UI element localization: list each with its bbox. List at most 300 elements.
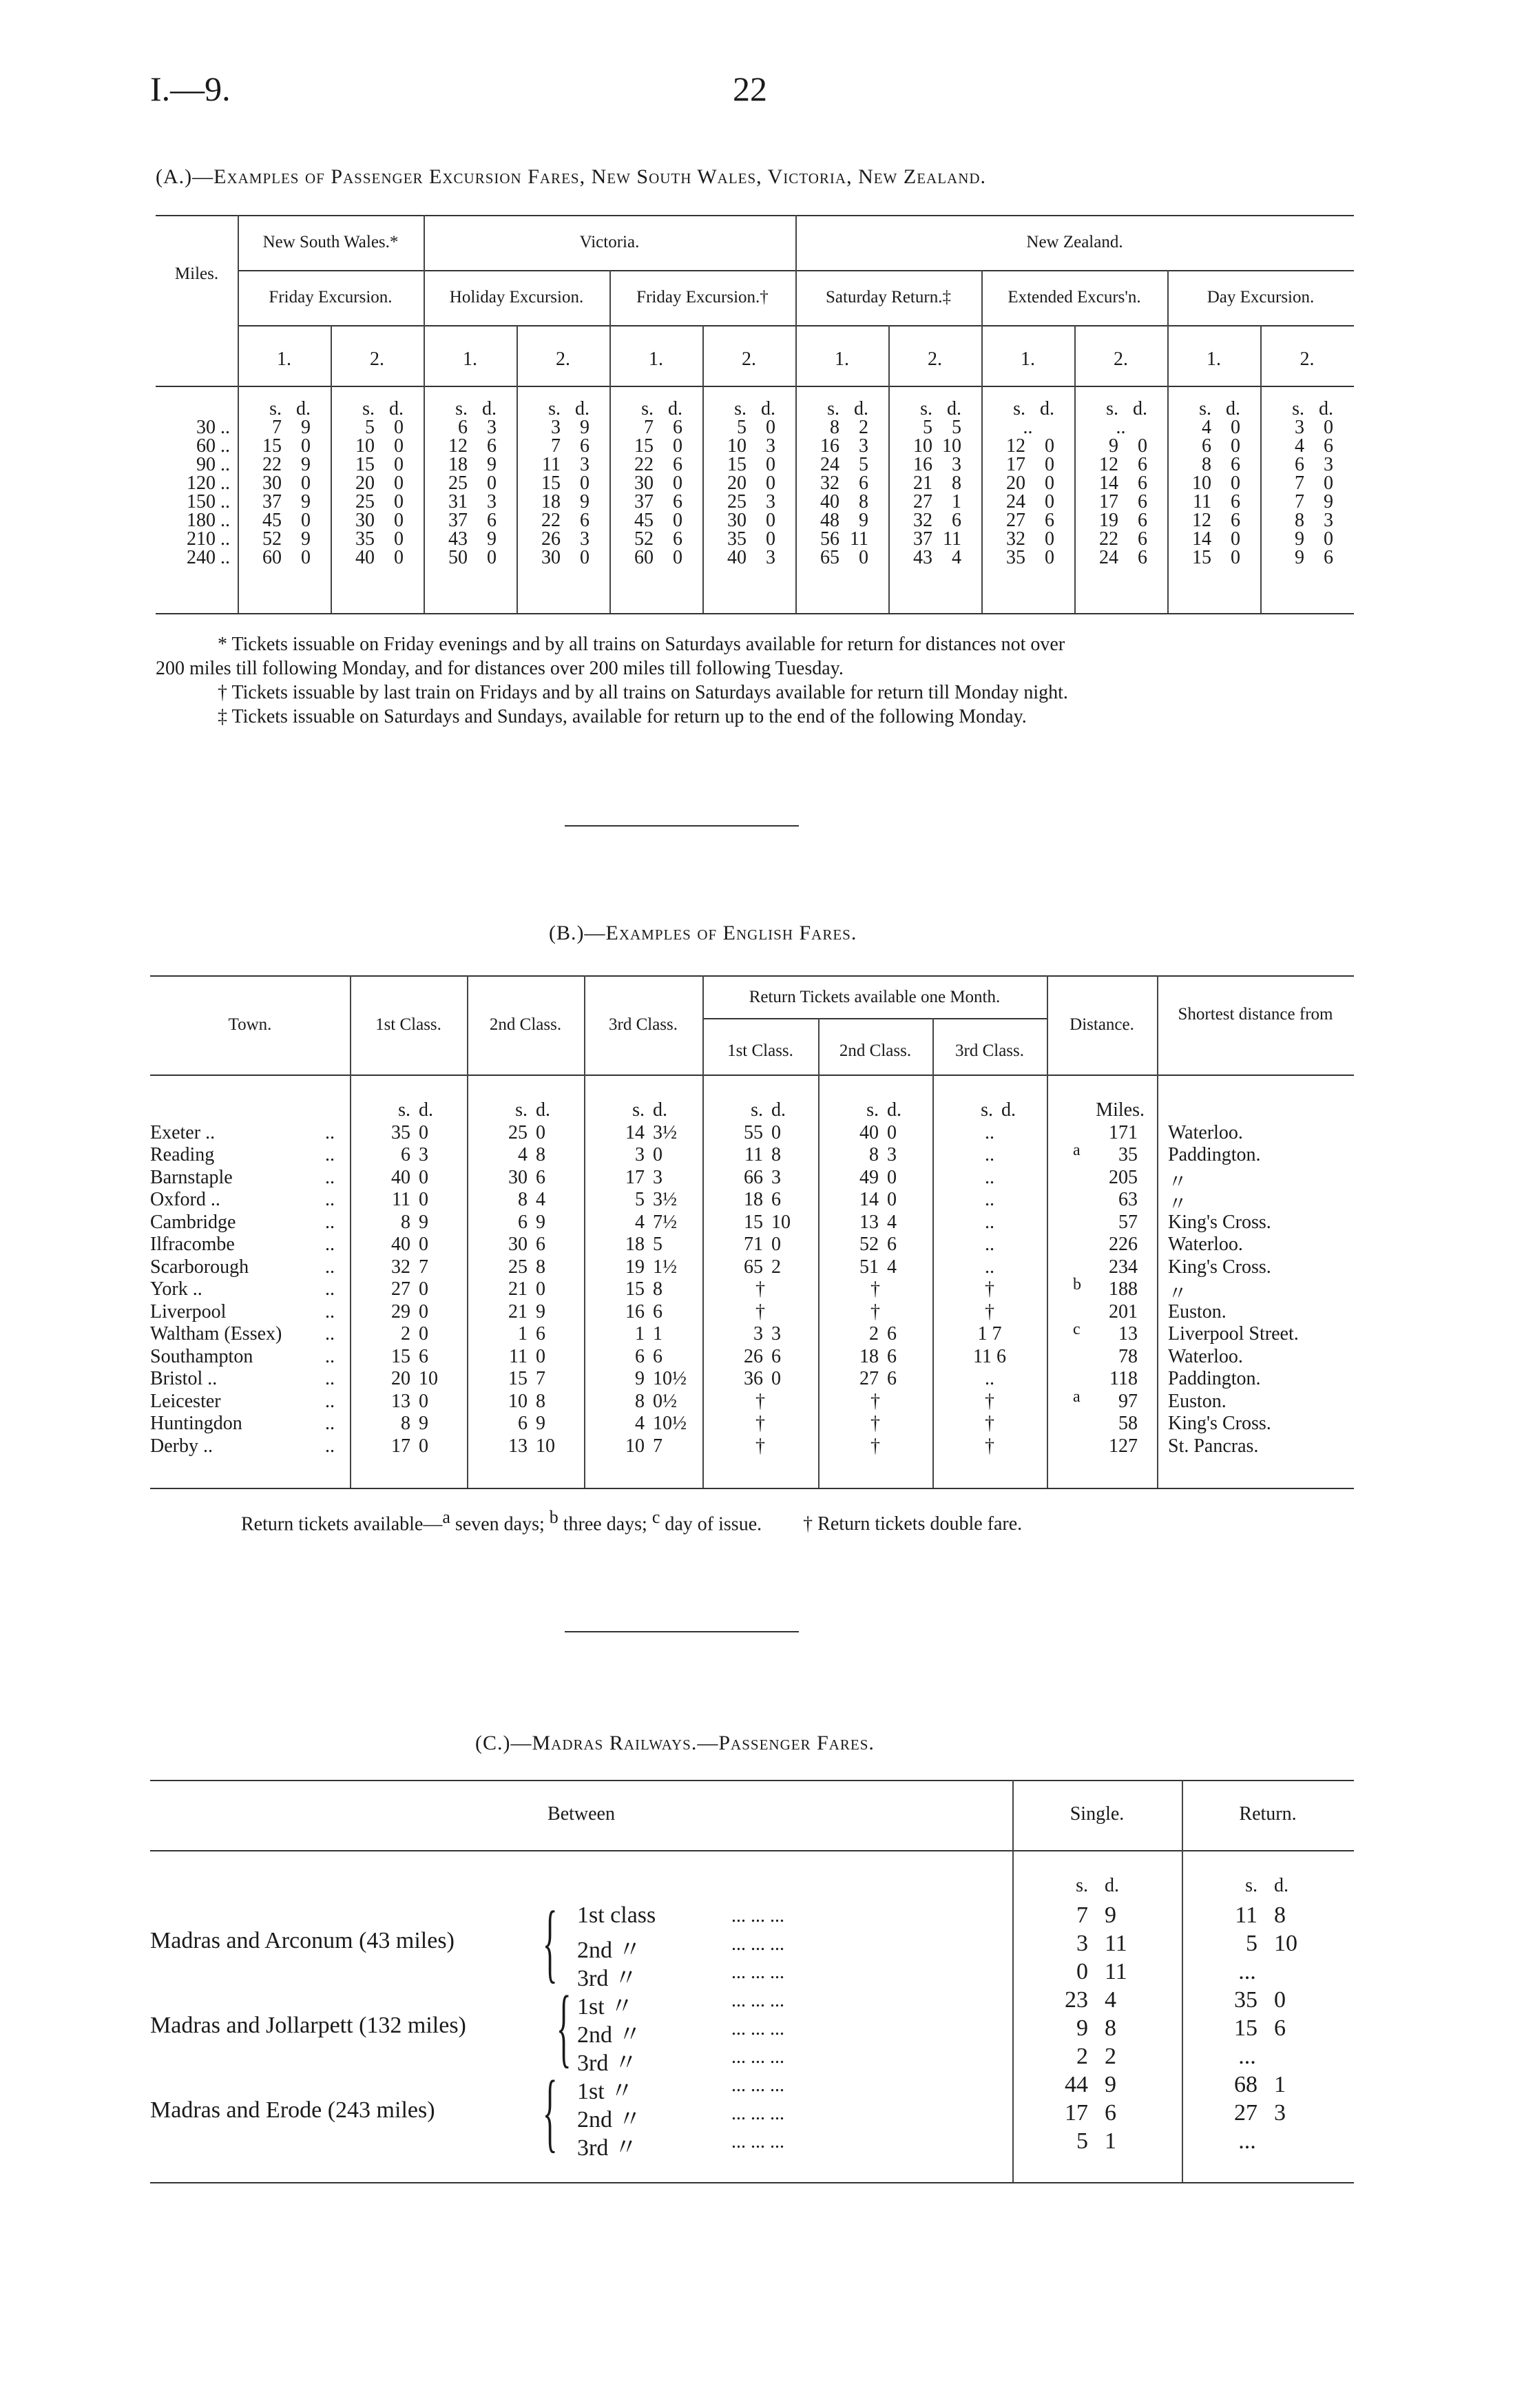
table-b-fare-pence: 6 — [887, 1346, 897, 1367]
table-a-fare-shillings: 12 — [1006, 435, 1025, 457]
table-b-fare-shillings: 6 — [635, 1346, 645, 1367]
table-b-distance-cell: 234 — [1109, 1256, 1138, 1278]
table-b-fare-pence: 7 — [536, 1368, 545, 1389]
table-b-fare-cell: 1 7 — [977, 1323, 1002, 1345]
table-b-fare-cell: † — [985, 1413, 994, 1434]
table-a-fare-pence: 6 — [1324, 435, 1333, 457]
table-a-subgroup-header: Day Excursion. — [1207, 288, 1315, 307]
table-b-fare-shillings: 10 — [508, 1391, 528, 1412]
table-a-miles-cell: 30 .. — [196, 417, 230, 438]
table-b-from-cell: Paddington. — [1168, 1368, 1261, 1389]
table-a-class-label: 1. — [835, 349, 849, 370]
table-b-fare-shillings: 18 — [744, 1189, 763, 1210]
table-b-fare-shillings: 2 — [401, 1323, 410, 1345]
table-b-fare-pence: 3 — [887, 1144, 897, 1165]
table-b-fare-cell: .. — [985, 1189, 994, 1210]
table-c-single-pence: 11 — [1105, 1931, 1127, 1956]
table-a-fare-shillings: 32 — [1006, 528, 1025, 550]
table-a-fare-pence: 2 — [859, 417, 868, 438]
table-a-fare-shillings: 15 — [634, 435, 654, 457]
table-b-fare-shillings: 40 — [391, 1167, 410, 1188]
table-b-leader-dots: .. — [325, 1323, 335, 1345]
table-b-fare-cell: † — [985, 1391, 994, 1412]
table-b-distance-cell: 58 — [1118, 1413, 1138, 1434]
table-a-fare-pence: 3 — [580, 454, 589, 475]
table-a-fare-pence: 0 — [487, 473, 497, 494]
table-a-fare-shillings: 22 — [541, 510, 561, 531]
table-a-fare-shillings: 12 — [1099, 454, 1118, 475]
table-b-fare-pence: 4 — [887, 1256, 897, 1278]
table-a-fare-pence: 11 — [943, 528, 961, 550]
table-b-fare-shillings: 27 — [859, 1368, 879, 1389]
table-b-fare-cell: .. — [985, 1122, 994, 1143]
table-b-unit-s: s. — [398, 1099, 410, 1121]
table-b-fare-pence: 3 — [653, 1167, 662, 1188]
table-a-fare-shillings: 18 — [448, 454, 468, 475]
table-c-return-pence: 3 — [1274, 2100, 1286, 2126]
table-c-single-shillings: 2 — [1076, 2044, 1088, 2069]
table-a-fare-shillings: 6 — [1295, 454, 1304, 475]
table-b-fare-cell: † — [870, 1435, 880, 1457]
page-number: 22 — [733, 70, 767, 108]
table-c-single-shillings: 23 — [1065, 1987, 1088, 2013]
table-b-fare-pence: 1½ — [653, 1256, 677, 1278]
table-a-subgroup-header: Holiday Excursion. — [449, 288, 584, 307]
table-a-fare-pence: 6 — [487, 435, 497, 457]
table-b-fare-pence: 0 — [419, 1122, 428, 1143]
table-b-fare-shillings: 5 — [635, 1189, 645, 1210]
table-a-class-label: 1. — [277, 349, 291, 370]
table-b-unit-s: s. — [632, 1099, 645, 1121]
table-a-fare-pence: 9 — [487, 528, 497, 550]
table-b-fare-shillings: 51 — [859, 1256, 879, 1278]
table-a-fare-pence: 0 — [394, 491, 404, 512]
table-a-fare-pence: 6 — [580, 510, 589, 531]
table-b-fare-shillings: 29 — [391, 1301, 410, 1322]
table-b-fare-pence: 3 — [771, 1323, 781, 1345]
table-a-fare-shillings: 7 — [551, 435, 561, 457]
table-b-fare-shillings: 3 — [635, 1144, 645, 1165]
table-b-from-cell: Paddington. — [1168, 1144, 1261, 1165]
table-a-fare-pence: 6 — [1231, 454, 1240, 475]
table-a-fare-pence: 8 — [859, 491, 868, 512]
table-b-rule-return-group — [702, 1018, 1047, 1019]
table-b-fare-shillings: 32 — [391, 1256, 410, 1278]
table-b-fare-cell: .. — [985, 1368, 994, 1389]
table-b-unit-s: s. — [981, 1099, 993, 1121]
table-a-unit-d: d. — [1040, 398, 1054, 419]
table-b-from-cell: Waterloo. — [1168, 1346, 1243, 1367]
table-a-unit-s: s. — [734, 398, 747, 419]
table-a-unit-d: d. — [1133, 398, 1147, 419]
table-c-leader-dots: ... ... ... — [731, 1905, 784, 1927]
table-a-fare-shillings: 15 — [355, 454, 375, 475]
table-a-fare-pence: 8 — [952, 473, 961, 494]
table-b-fare-pence: 10 — [419, 1368, 438, 1389]
section-divider-2 — [565, 1631, 799, 1632]
table-b-fare-pence: 7 — [653, 1435, 662, 1457]
table-c-brace: { — [543, 1893, 558, 1991]
table-a-miles-cell: 90 .. — [196, 454, 230, 475]
table-a-unit-s: s. — [362, 398, 375, 419]
table-a-fare-shillings: 7 — [1295, 473, 1304, 494]
table-b-fare-shillings: 3 — [753, 1323, 763, 1345]
table-b-leader-dots: .. — [325, 1256, 335, 1278]
table-c-return-pence: 1 — [1274, 2072, 1286, 2097]
table-a-fare-shillings: 24 — [1006, 491, 1025, 512]
table-a-fare-pence: 9 — [580, 417, 589, 438]
table-c-route-label: Madras and Erode (243 miles) — [150, 2097, 435, 2123]
table-b-town-cell: Bristol .. — [150, 1368, 218, 1389]
table-b-fare-pence: 0 — [771, 1234, 781, 1255]
table-b-fare-shillings: 17 — [625, 1167, 645, 1188]
table-b-fare-pence: 0 — [536, 1346, 545, 1367]
table-b-header-shortest: Shortest distance from — [1178, 1005, 1333, 1024]
table-a-fare-pence: 0 — [1231, 435, 1240, 457]
table-b-fare-pence: 3½ — [653, 1189, 677, 1210]
table-a-fare-pence: 0 — [673, 510, 682, 531]
table-b-fare-cell: 11 6 — [973, 1346, 1006, 1367]
table-a-fare-pence: 0 — [673, 435, 682, 457]
table-a-fare-shillings: 7 — [644, 417, 654, 438]
table-b-fare-pence: 7 — [419, 1256, 428, 1278]
table-a-fare-pence: 3 — [487, 491, 497, 512]
table-c-brace: { — [543, 2063, 558, 2161]
table-b-fare-pence: 3 — [419, 1144, 428, 1165]
table-b-unit-s: s. — [515, 1099, 528, 1121]
table-c-single-pence: 9 — [1105, 1902, 1116, 1928]
table-b-distance-mark: b — [1073, 1276, 1081, 1294]
table-c-return-cell: ... — [1238, 1959, 1256, 1984]
table-a-fare-pence: 9 — [1324, 491, 1333, 512]
table-b-distance-cell: 35 — [1118, 1144, 1138, 1165]
table-a-fare-pence: 0 — [394, 435, 404, 457]
table-a-fare-shillings: 11 — [542, 454, 561, 475]
table-a-fare-shillings: 16 — [820, 435, 839, 457]
table-a-fare-shillings: 32 — [820, 473, 839, 494]
table-a-fare-shillings: 37 — [448, 510, 468, 531]
table-a-subgroup-header: Friday Excursion. — [269, 288, 393, 307]
table-b-fare-cell: † — [870, 1301, 880, 1322]
table-a-fare-pence: 0 — [1045, 454, 1054, 475]
table-b-fare-shillings: 25 — [508, 1122, 528, 1143]
table-b-fare-cell: .. — [985, 1234, 994, 1255]
table-a-note-4: ‡ Tickets issuable on Saturdays and Sundays, available for return up to the end of the following Monday. — [218, 706, 1027, 727]
table-b-leader-dots: .. — [325, 1413, 335, 1434]
table-b-fare-pence: 0 — [419, 1323, 428, 1345]
table-a-fare-pence: 9 — [487, 454, 497, 475]
table-c-unit-s: s. — [1076, 1875, 1088, 1896]
table-a-miles-cell: 120 .. — [187, 473, 230, 494]
table-a-fare-shillings: 5 — [737, 417, 747, 438]
table-b-fare-pence: 6 — [653, 1301, 662, 1322]
table-c-class-cell: 3rd 〃 — [577, 1966, 638, 1991]
table-a-fare-shillings: 25 — [355, 491, 375, 512]
table-b-fare-pence: 8 — [653, 1278, 662, 1300]
table-b-distance-cell: 78 — [1118, 1346, 1138, 1367]
table-a-fare-pence: 0 — [766, 528, 775, 550]
table-a-fare-shillings: 5 — [923, 417, 932, 438]
table-b-header-2nd: 2nd Class. — [489, 1015, 562, 1034]
table-a-fare-pence: 0 — [1231, 417, 1240, 438]
table-b-fare-cell: † — [755, 1391, 765, 1412]
table-a-fare-pence: 6 — [1138, 454, 1147, 475]
table-c-class-cell: 2nd 〃 — [577, 2022, 642, 2048]
table-b-title: (B.)—Examples of English Fares. — [549, 922, 857, 944]
table-c-single-shillings: 5 — [1076, 2128, 1088, 2154]
table-a-fare-shillings: 18 — [541, 491, 561, 512]
table-b-fare-pence: 0 — [419, 1234, 428, 1255]
table-a-fare-pence: 0 — [1231, 528, 1240, 550]
table-a-fare-shillings: 16 — [913, 454, 932, 475]
table-a-fare-shillings: 40 — [355, 547, 375, 568]
table-b-fare-shillings: 40 — [859, 1122, 879, 1143]
table-a-class-label: 2. — [742, 349, 756, 370]
table-a-miles-cell: 60 .. — [196, 435, 230, 457]
table-b-town-cell: Scarborough — [150, 1256, 249, 1278]
table-a-fare-shillings: 25 — [727, 491, 747, 512]
table-a-fare-pence: 0 — [394, 528, 404, 550]
table-a-rule-classes — [156, 386, 1354, 387]
table-a-fare-shillings: 4 — [1295, 435, 1304, 457]
table-b-fare-shillings: 52 — [859, 1234, 879, 1255]
table-b-unit-d: d. — [887, 1099, 901, 1121]
table-b-leader-dots: .. — [325, 1301, 335, 1322]
table-b-fare-pence: 6 — [887, 1323, 897, 1345]
table-c-brace: { — [556, 1978, 572, 2076]
table-b-fare-pence: 9 — [536, 1212, 545, 1233]
table-a-class-label: 1. — [649, 349, 663, 370]
table-a-fare-shillings: 8 — [1295, 510, 1304, 531]
table-a-fare-cell: .. — [1116, 417, 1126, 438]
table-a-fare-pence: 3 — [952, 454, 961, 475]
table-b-fare-cell: † — [755, 1278, 765, 1300]
table-c-single-pence: 2 — [1105, 2044, 1116, 2069]
table-c-class-cell: 2nd 〃 — [577, 2107, 642, 2132]
table-b-fare-pence: 0 — [771, 1122, 781, 1143]
table-c-leader-dots: ... ... ... — [731, 2103, 784, 2124]
table-a-fare-shillings: 4 — [1202, 417, 1211, 438]
table-c-unit-s: s. — [1245, 1875, 1258, 1896]
table-b-header-town: Town. — [228, 1015, 272, 1034]
table-b-town-cell: Huntingdon — [150, 1413, 242, 1434]
table-a-unit-s: s. — [1292, 398, 1304, 419]
table-a-unit-d: d. — [482, 398, 497, 419]
table-c-route-label: Madras and Jollarpett (132 miles) — [150, 2013, 466, 2038]
table-a-fare-shillings: 10 — [355, 435, 375, 457]
table-a-fare-pence: 0 — [580, 547, 589, 568]
table-a-fare-pence: 3 — [1324, 510, 1333, 531]
table-b-fare-shillings: 26 — [744, 1346, 763, 1367]
table-b-town-cell: Ilfracombe — [150, 1234, 235, 1255]
table-b-leader-dots: .. — [325, 1212, 335, 1233]
table-c-class-cell: 1st 〃 — [577, 2079, 634, 2104]
table-a-fare-pence: 0 — [394, 417, 404, 438]
table-b-fare-shillings: 15 — [391, 1346, 410, 1367]
table-b-from-cell: 〃 — [1168, 1172, 1188, 1193]
table-b-fare-cell: † — [985, 1301, 994, 1322]
table-a-group-nsw: New South Wales.* — [262, 233, 399, 251]
table-b-fare-cell: † — [870, 1278, 880, 1300]
table-c-leader-dots: ... ... ... — [731, 2018, 784, 2039]
table-a-fare-pence: 6 — [1231, 510, 1240, 531]
table-b-unit-d: d. — [536, 1099, 550, 1121]
table-b-fare-shillings: 25 — [508, 1256, 528, 1278]
table-a-fare-shillings: 5 — [365, 417, 375, 438]
section-divider-1 — [565, 825, 799, 827]
table-b-fare-pence: 4 — [887, 1212, 897, 1233]
table-a-fare-shillings: 17 — [1006, 454, 1025, 475]
table-b-fare-cell: .. — [985, 1212, 994, 1233]
table-c-single-shillings: 7 — [1076, 1902, 1088, 1928]
table-a-fare-shillings: 14 — [1099, 473, 1118, 494]
table-b-fare-shillings: 11 — [744, 1144, 763, 1165]
table-b-town-cell: Reading — [150, 1144, 215, 1165]
table-b-fare-cell: .. — [985, 1144, 994, 1165]
table-a-unit-s: s. — [1106, 398, 1118, 419]
table-b-fare-shillings: 9 — [635, 1368, 645, 1389]
table-a-fare-pence: 9 — [580, 491, 589, 512]
table-b-unit-d: d. — [1001, 1099, 1016, 1121]
table-c-single-pence: 11 — [1105, 1959, 1127, 1984]
table-a-fare-pence: 9 — [859, 510, 868, 531]
table-b-fare-shillings: 20 — [391, 1368, 410, 1389]
table-a-subgroup-header: Friday Excursion.† — [636, 288, 769, 307]
table-a-fare-shillings: 43 — [913, 547, 932, 568]
table-b-distance-mark: a — [1073, 1141, 1081, 1159]
table-a-note-2: 200 miles till following Monday, and for distances over 200 miles till following Tuesday. — [156, 658, 844, 679]
table-b-fare-pence: 6 — [887, 1234, 897, 1255]
table-a-fare-shillings: 10 — [913, 435, 932, 457]
table-c-return-shillings: 5 — [1246, 1931, 1258, 1956]
table-a-fare-shillings: 30 — [262, 473, 282, 494]
table-a-fare-pence: 6 — [1138, 491, 1147, 512]
table-a-fare-cell: .. — [1023, 417, 1033, 438]
table-a-fare-shillings: 15 — [1192, 547, 1211, 568]
table-a-unit-s: s. — [1199, 398, 1211, 419]
table-b-from-cell: Euston. — [1168, 1391, 1227, 1412]
table-b-unit-d: d. — [419, 1099, 433, 1121]
table-a-fare-shillings: 8 — [830, 417, 839, 438]
table-c-return-pence: 0 — [1274, 1987, 1286, 2013]
table-a-fare-shillings: 27 — [1006, 510, 1025, 531]
table-b-leader-dots: .. — [325, 1167, 335, 1188]
table-a-class-label: 1. — [1021, 349, 1035, 370]
table-a-unit-d: d. — [668, 398, 682, 419]
table-a-fare-shillings: 50 — [448, 547, 468, 568]
table-c-title: (C.)—Madras Railways.—Passenger Fares. — [475, 1732, 875, 1754]
table-b-fare-shillings: 8 — [401, 1212, 410, 1233]
table-a-fare-shillings: 22 — [262, 454, 282, 475]
table-a-fare-pence: 0 — [766, 510, 775, 531]
table-a-fare-pence: 0 — [1045, 547, 1054, 568]
table-b-fare-shillings: 18 — [859, 1346, 879, 1367]
table-b-fare-shillings: 15 — [744, 1212, 763, 1233]
table-b-fare-pence: 0 — [419, 1189, 428, 1210]
table-b-fare-pence: 0 — [419, 1391, 428, 1412]
table-b-fare-shillings: 27 — [391, 1278, 410, 1300]
table-b-fare-shillings: 14 — [625, 1122, 645, 1143]
table-b-leader-dots: .. — [325, 1189, 335, 1210]
table-b-fare-pence: 0 — [653, 1144, 662, 1165]
table-a-group-victoria: Victoria. — [579, 233, 640, 251]
table-b-fare-pence: 10 — [771, 1212, 791, 1233]
table-b-fare-shillings: 16 — [625, 1301, 645, 1322]
table-a-fare-shillings: 3 — [551, 417, 561, 438]
table-b-distance-cell: 226 — [1109, 1234, 1138, 1255]
table-a-fare-pence: 6 — [1138, 547, 1147, 568]
table-a-fare-shillings: 20 — [1006, 473, 1025, 494]
table-c-class-cell: 3rd 〃 — [577, 2135, 638, 2161]
table-a-fare-pence: 0 — [394, 547, 404, 568]
table-a-class-label: 2. — [928, 349, 942, 370]
table-b-fare-pence: 5 — [653, 1234, 662, 1255]
table-b-fare-cell: † — [870, 1391, 880, 1412]
table-b-rule-top — [150, 975, 1354, 977]
table-c-single-pence: 9 — [1105, 2072, 1116, 2097]
table-a-fare-pence: 0 — [1324, 417, 1333, 438]
table-b-fare-pence: 8 — [536, 1391, 545, 1412]
table-a-fare-pence: 3 — [859, 435, 868, 457]
table-a-unit-d: d. — [947, 398, 961, 419]
table-c-rule-top — [150, 1780, 1354, 1781]
table-a-fare-pence: 6 — [487, 510, 497, 531]
table-a-unit-s: s. — [1013, 398, 1025, 419]
table-b-header-1st: 1st Class. — [375, 1015, 441, 1034]
table-a-fare-pence: 0 — [766, 417, 775, 438]
table-c-return-pence: 6 — [1274, 2015, 1286, 2041]
table-b-distance-cell: 97 — [1118, 1391, 1138, 1412]
table-a-fare-pence: 0 — [1324, 528, 1333, 550]
table-b-fare-shillings: 2 — [869, 1323, 879, 1345]
table-c-return-shillings: 15 — [1234, 2015, 1258, 2041]
table-a-unit-s: s. — [455, 398, 468, 419]
table-b-fare-pence: 0 — [887, 1167, 897, 1188]
table-b-distance-cell: 57 — [1118, 1212, 1138, 1233]
table-a-unit-d: d. — [1319, 398, 1333, 419]
table-b-fare-pence: 3½ — [653, 1122, 677, 1143]
table-a-fare-pence: 9 — [301, 528, 311, 550]
table-a-fare-shillings: 30 — [355, 510, 375, 531]
table-a-fare-shillings: 21 — [913, 473, 932, 494]
table-b-fare-pence: 10½ — [653, 1413, 687, 1434]
table-a-subgroup-header: Saturday Return.‡ — [826, 288, 951, 307]
table-b-fare-shillings: 15 — [625, 1278, 645, 1300]
table-a-fare-pence: 6 — [673, 454, 682, 475]
table-b-town-cell: Exeter .. — [150, 1122, 216, 1143]
table-a-fare-pence: 6 — [580, 435, 589, 457]
table-a-unit-s: s. — [548, 398, 561, 419]
table-a-fare-pence: 3 — [766, 435, 775, 457]
table-c-leader-dots: ... ... ... — [731, 2131, 784, 2152]
table-a-fare-pence: 0 — [1045, 435, 1054, 457]
table-a-fare-shillings: 65 — [820, 547, 839, 568]
table-a-fare-shillings: 6 — [458, 417, 468, 438]
table-c-single-shillings: 3 — [1076, 1931, 1088, 1956]
table-b-fare-shillings: 55 — [744, 1122, 763, 1143]
table-a-miles-header: Miles. — [174, 264, 219, 283]
table-b-leader-dots: .. — [325, 1144, 335, 1165]
table-b-from-cell: King's Cross. — [1168, 1413, 1271, 1434]
table-b-fare-pence: 3 — [771, 1167, 781, 1188]
table-b-fare-shillings: 4 — [635, 1212, 645, 1233]
table-b-fare-pence: 4 — [536, 1189, 545, 1210]
table-b-from-cell: St. Pancras. — [1168, 1435, 1259, 1457]
table-b-distance-cell: 127 — [1109, 1435, 1138, 1457]
table-a-rule-top — [156, 215, 1354, 216]
table-a-group-new-zealand: New Zealand. — [1026, 233, 1123, 251]
table-b-fare-shillings: 21 — [508, 1278, 528, 1300]
